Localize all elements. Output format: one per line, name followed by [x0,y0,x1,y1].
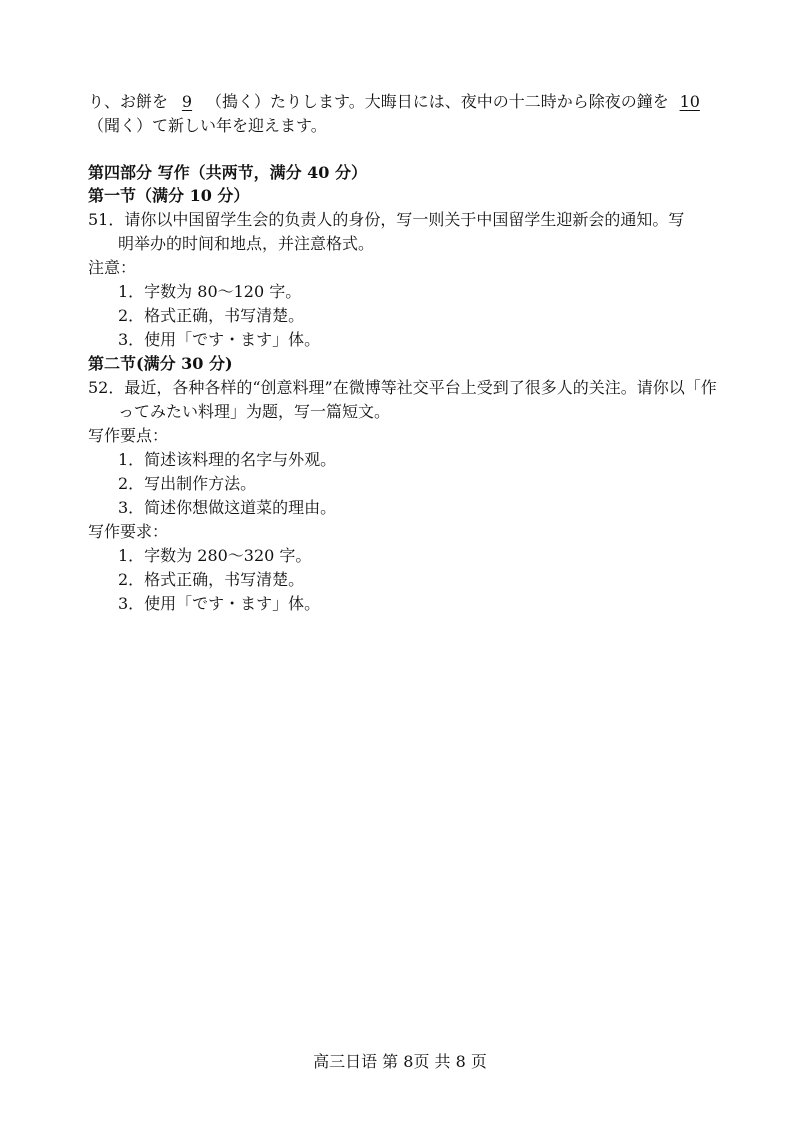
notes-label: 注意： [88,258,137,277]
section2-heading: 第二节(满分 30 分) [88,354,233,373]
q51-line-2: 明举办的时间和地点，并注意格式。 [118,234,375,253]
q51-line-1: 51．请你以中国留学生会的负责人的身份，写一则关于中国留学生迎新会的通知。写 [88,210,685,229]
point-item-3: 3．简述你想做这道菜的理由。 [118,498,337,517]
q52-line-1: 52．最近，各种各样的“创意料理”在微博等社交平台上受到了很多人的关注。请你以「作 [88,378,717,397]
point-item-1: 1．简述该料理的名字与外观。 [118,450,337,469]
point-item-2: 2．写出制作方法。 [118,474,257,493]
passage-text-1b: （搗く）たりします。大晦日には、夜中の十二時から除夜の鐘を [206,92,669,111]
points-label: 写作要点： [88,426,169,445]
blank-9: 9 [181,92,193,111]
passage-text-1a: り、お餅を [88,92,169,111]
requirements-label: 写作要求： [88,522,169,541]
requirement-item-1: 1．字数为 280～320 字。 [118,546,312,565]
section1-heading: 第一节（满分 10 分） [88,186,250,205]
note-item-1: 1．字数为 80～120 字。 [118,282,302,301]
q52-line-2: ってみたい料理」为题，写一篇短文。 [118,402,391,421]
note-item-2: 2．格式正确，书写清楚。 [118,306,305,325]
requirement-item-3: 3．使用「です・ます」体。 [118,594,321,613]
note-item-3: 3．使用「です・ます」体。 [118,330,321,349]
passage-line-1 [88,92,711,112]
requirement-item-2: 2．格式正确，书写清楚。 [118,570,305,589]
blank-10: 10 [679,92,700,111]
passage-line-2: （聞く）て新しい年を迎えます。 [88,116,327,135]
part4-heading: 第四部分 写作（共两节，满分 40 分） [88,163,367,182]
page-footer: 高三日语 第 8页 共 8 页 [313,1052,487,1071]
